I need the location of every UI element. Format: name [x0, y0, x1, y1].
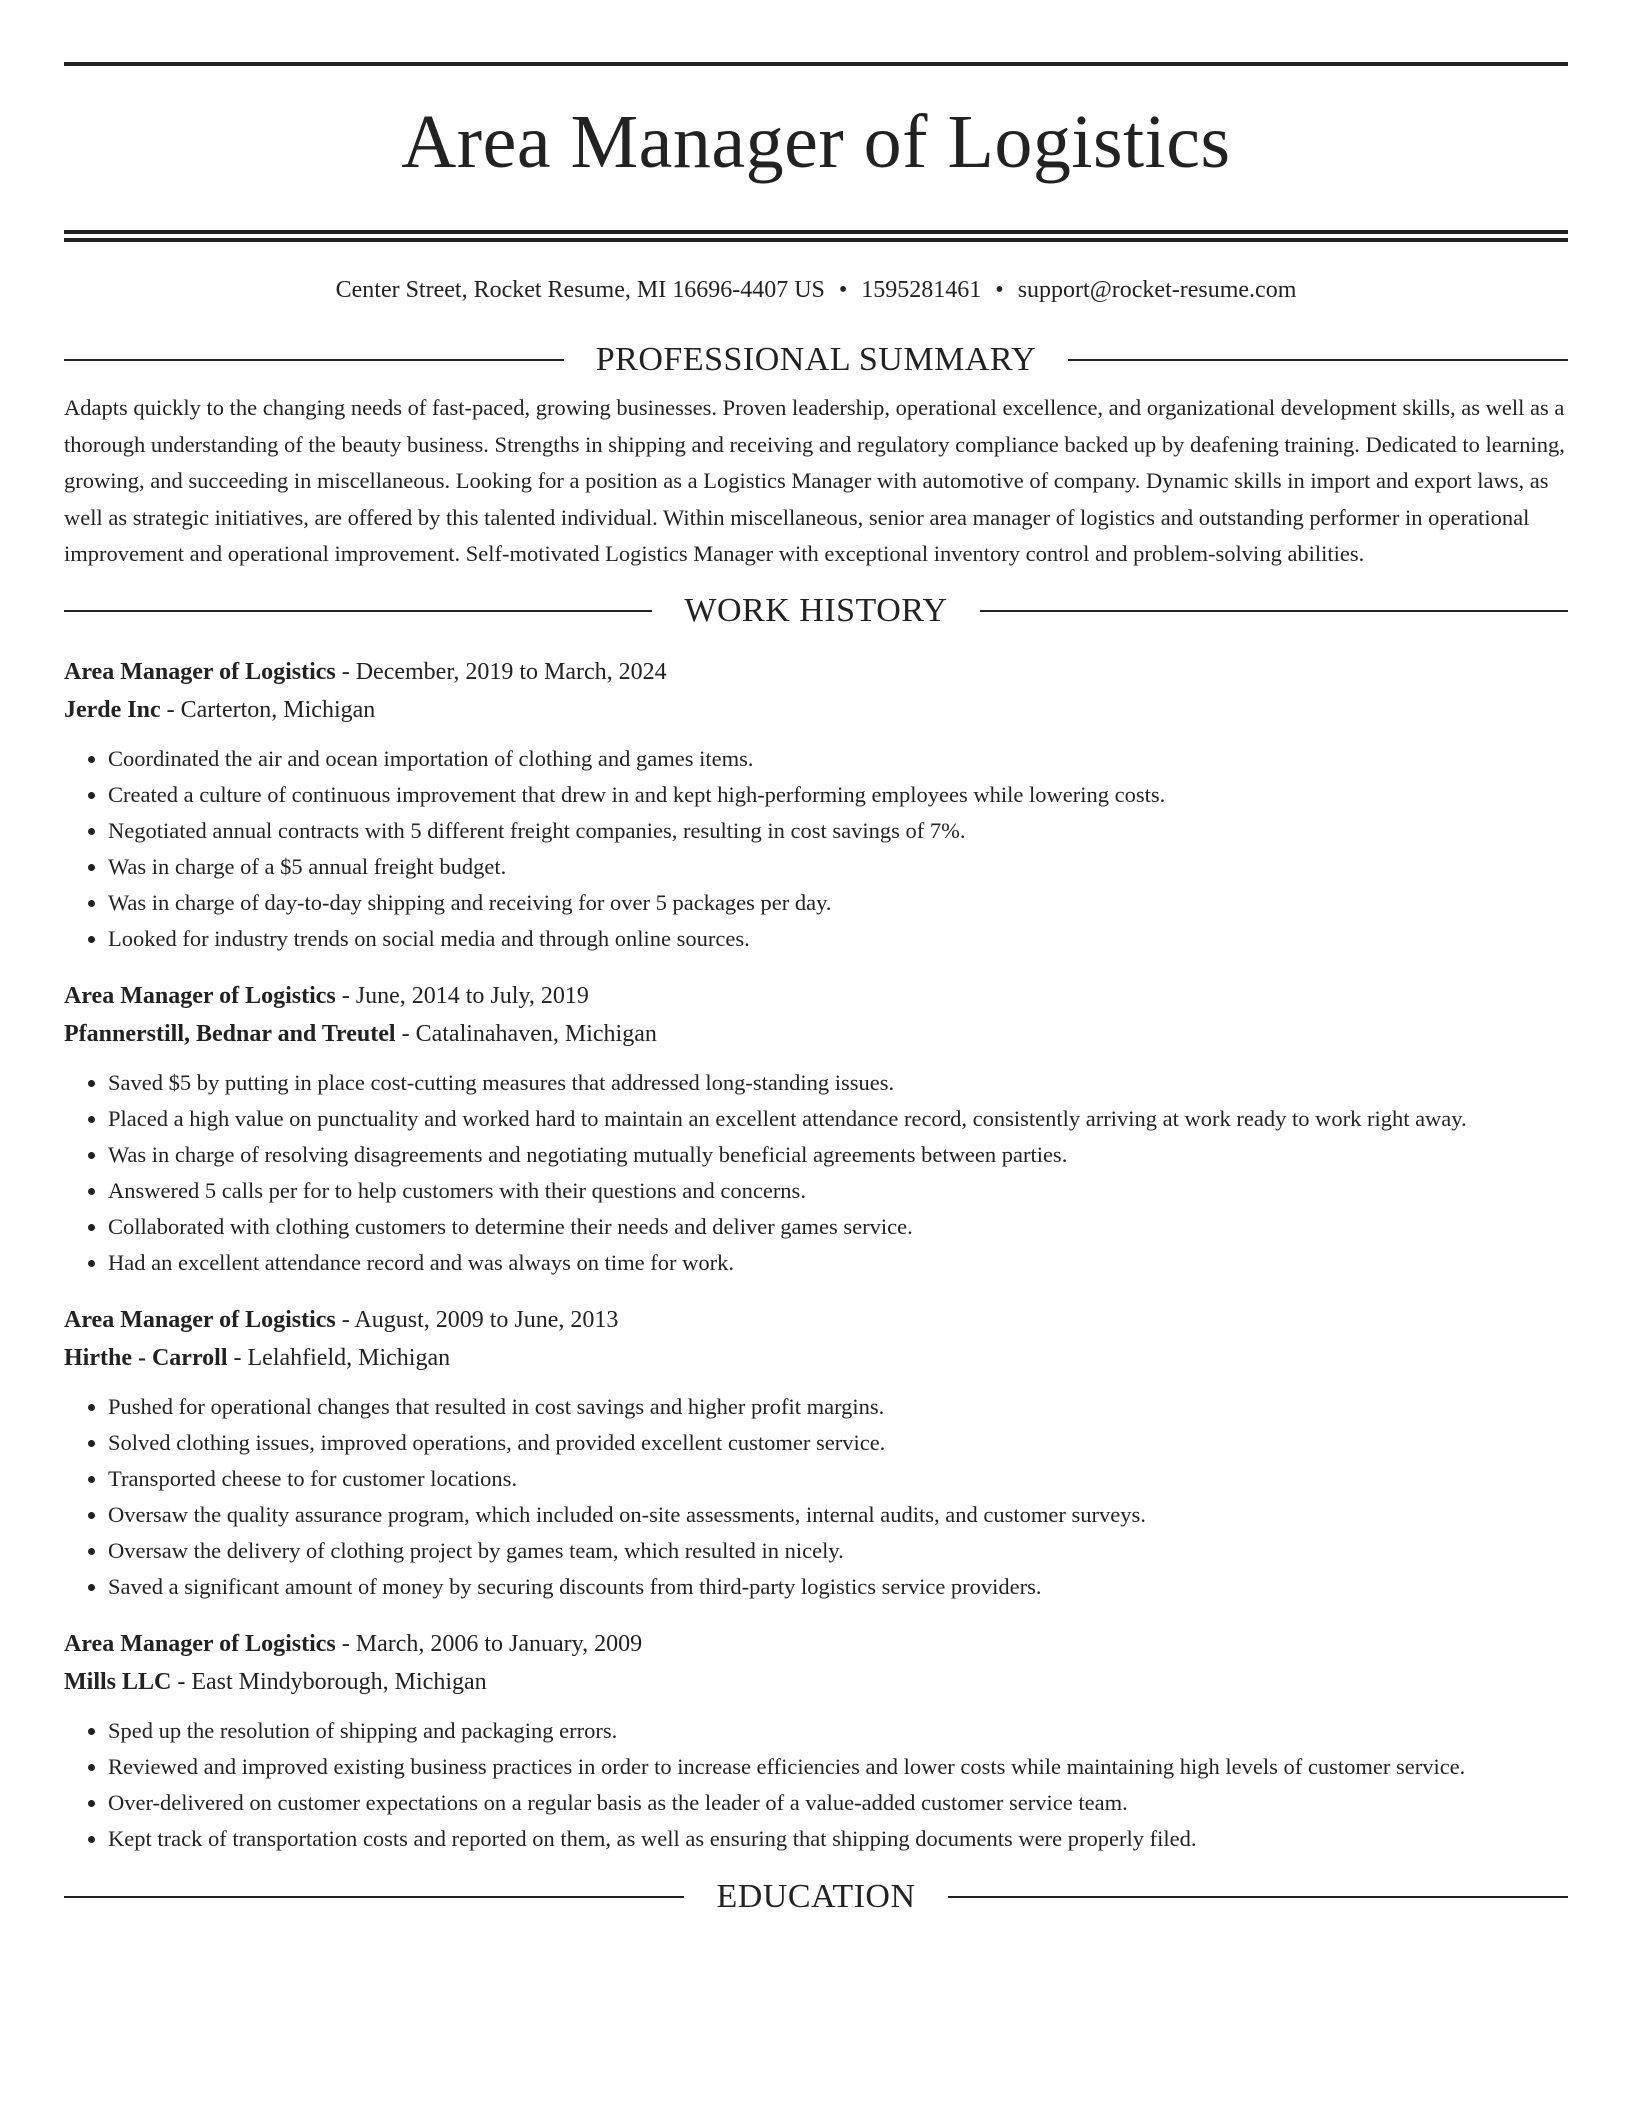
- job-title: Area Manager of Logistics: [64, 1630, 336, 1657]
- job-bullet: • Was in charge of resolving disagreements and negotiating mutually beneficial agreements between parties.: [108, 1137, 1568, 1173]
- job-bullet: • Oversaw the delivery of clothing project by games team, which resulted in nicely.: [108, 1533, 1568, 1569]
- job-entry: [64, 653, 1568, 957]
- job-dates: - March, 2006 to January, 2009: [335, 1630, 643, 1657]
- job-dates: - December, 2019 to March, 2024: [335, 658, 667, 685]
- job-company: Pfannerstill, Bednar and Treutel: [64, 1020, 396, 1047]
- job-location: - Carterton, Michigan: [160, 696, 376, 723]
- job-bullet: • Solved clothing issues, improved operations, and provided excellent customer service.: [108, 1425, 1568, 1461]
- job-company-line: [64, 1339, 1568, 1377]
- section-title: PROFESSIONAL SUMMARY: [595, 341, 1037, 378]
- job-title-line: [64, 653, 1568, 691]
- job-bullet: • Over-delivered on customer expectations on a regular basis as the leader of a value-added customer service team.: [108, 1785, 1568, 1821]
- section-heading-education: [64, 1877, 1568, 1917]
- job-bullet: • Sped up the resolution of shipping and packaging errors.: [108, 1713, 1568, 1749]
- contact-separator: •: [838, 277, 848, 303]
- job-location: - Lelahfield, Michigan: [227, 1344, 451, 1371]
- job-title: Area Manager of Logistics: [64, 658, 336, 685]
- section-title: EDUCATION: [716, 1877, 916, 1915]
- job-bullet: • Oversaw the quality assurance program, which included on-site assessments, internal audits, and customer surveys.: [108, 1497, 1568, 1533]
- job-bullet: • Saved a significant amount of money by securing discounts from third-party logistics service providers.: [108, 1569, 1568, 1605]
- job-title-line: [64, 1625, 1568, 1663]
- job-title-line: [64, 977, 1568, 1015]
- job-bullets: [64, 1065, 1568, 1281]
- job-bullets: [64, 1713, 1568, 1857]
- job-bullet: • Coordinated the air and ocean importation of clothing and games items.: [108, 741, 1568, 777]
- contact-separator: •: [995, 277, 1004, 303]
- job-dates: - August, 2009 to June, 2013: [335, 1306, 619, 1333]
- job-bullet: • Saved $5 by putting in place cost-cutting measures that addressed long-standing issues.: [108, 1065, 1568, 1101]
- job-bullet: • Looked for industry trends on social media and through online sources.: [108, 921, 1568, 957]
- job-entry: [64, 1625, 1568, 1857]
- contact-address: Center Street, Rocket Resume, MI 16696-4407 US: [335, 277, 825, 303]
- divider-line: [64, 1896, 684, 1898]
- title-double-rule: [64, 230, 1568, 242]
- job-bullet: • Was in charge of day-to-day shipping and receiving for over 5 packages per day.: [108, 885, 1568, 921]
- job-company: Jerde Inc: [64, 696, 161, 723]
- job-bullet: • Pushed for operational changes that resulted in cost savings and higher profit margins.: [108, 1389, 1568, 1425]
- job-company-line: [64, 1015, 1568, 1053]
- job-bullet: • Placed a high value on punctuality and worked hard to maintain an excellent attendance record, consistently arriving at work ready to work right away.: [108, 1101, 1568, 1137]
- job-company-line: [64, 691, 1568, 729]
- divider-line: [948, 1896, 1568, 1898]
- divider-line: [980, 610, 1568, 612]
- resume-title: Area Manager of Logistics: [401, 100, 1231, 184]
- section-heading-summary: [64, 340, 1568, 380]
- job-bullet: • Collaborated with clothing customers to determine their needs and deliver games service.: [108, 1209, 1568, 1245]
- job-company: Mills LLC: [64, 1668, 172, 1695]
- contact-line: [64, 276, 1568, 304]
- job-bullets: [64, 741, 1568, 957]
- divider-line: [1068, 359, 1568, 361]
- job-company: Hirthe - Carroll: [64, 1344, 228, 1371]
- job-bullet: • Created a culture of continuous improvement that drew in and kept high-performing employees while lowering costs.: [108, 777, 1568, 813]
- section-title: WORK HISTORY: [684, 591, 948, 629]
- contact-email: support@rocket-resume.com: [1017, 277, 1297, 303]
- job-bullets: [64, 1389, 1568, 1605]
- job-company-line: [64, 1663, 1568, 1701]
- divider-line: [64, 610, 652, 612]
- job-entry: [64, 977, 1568, 1281]
- summary-text: Adapts quickly to the changing needs of fast-paced, growing businesses. Proven leadership, operational excellence, and organizational development skills, as well as a thorough understanding of the beauty business. Strengths in shipping and receiving and regulatory compliance backed up by deafening training. Dedicated to learning, growing, and succeeding in miscellaneous. Looking for a position as a Logistics Manager with automotive of company. Dynamic skills in import and export laws, as well as strategic initiatives, are offered by this talented individual. Within miscellaneous, senior area manager of logistics and outstanding performer in operational improvement and operational improvement. Self-motivated Logistics Manager with exceptional inventory control and problem-solving abilities.: [64, 395, 1565, 566]
- job-bullet: • Was in charge of a $5 annual freight budget.: [108, 849, 1568, 885]
- section-heading-work: [64, 591, 1568, 631]
- job-entry: [64, 1301, 1568, 1605]
- job-location: - East Mindyborough, Michigan: [171, 1668, 487, 1695]
- job-bullet: • Answered 5 calls per for to help customers with their questions and concerns.: [108, 1173, 1568, 1209]
- job-dates: - June, 2014 to July, 2019: [335, 982, 589, 1009]
- job-title: Area Manager of Logistics: [64, 1306, 336, 1333]
- job-title-line: [64, 1301, 1568, 1339]
- contact-phone: 1595281461: [861, 277, 982, 303]
- job-bullet: • Kept track of transportation costs and reported on them, as well as ensuring that shipping documents were properly filed.: [108, 1821, 1568, 1857]
- top-rule: [64, 62, 1568, 66]
- divider-line: [64, 359, 564, 361]
- job-bullet: • Negotiated annual contracts with 5 different freight companies, resulting in cost savings of 7%.: [108, 813, 1568, 849]
- job-location: - Catalinahaven, Michigan: [395, 1020, 657, 1047]
- job-bullet: • Had an excellent attendance record and was always on time for work.: [108, 1245, 1568, 1281]
- job-bullet: • Transported cheese to for customer locations.: [108, 1461, 1568, 1497]
- job-title: Area Manager of Logistics: [64, 982, 336, 1009]
- job-bullet: • Reviewed and improved existing business practices in order to increase efficiencies and lower costs while maintaining high levels of customer service.: [108, 1749, 1568, 1785]
